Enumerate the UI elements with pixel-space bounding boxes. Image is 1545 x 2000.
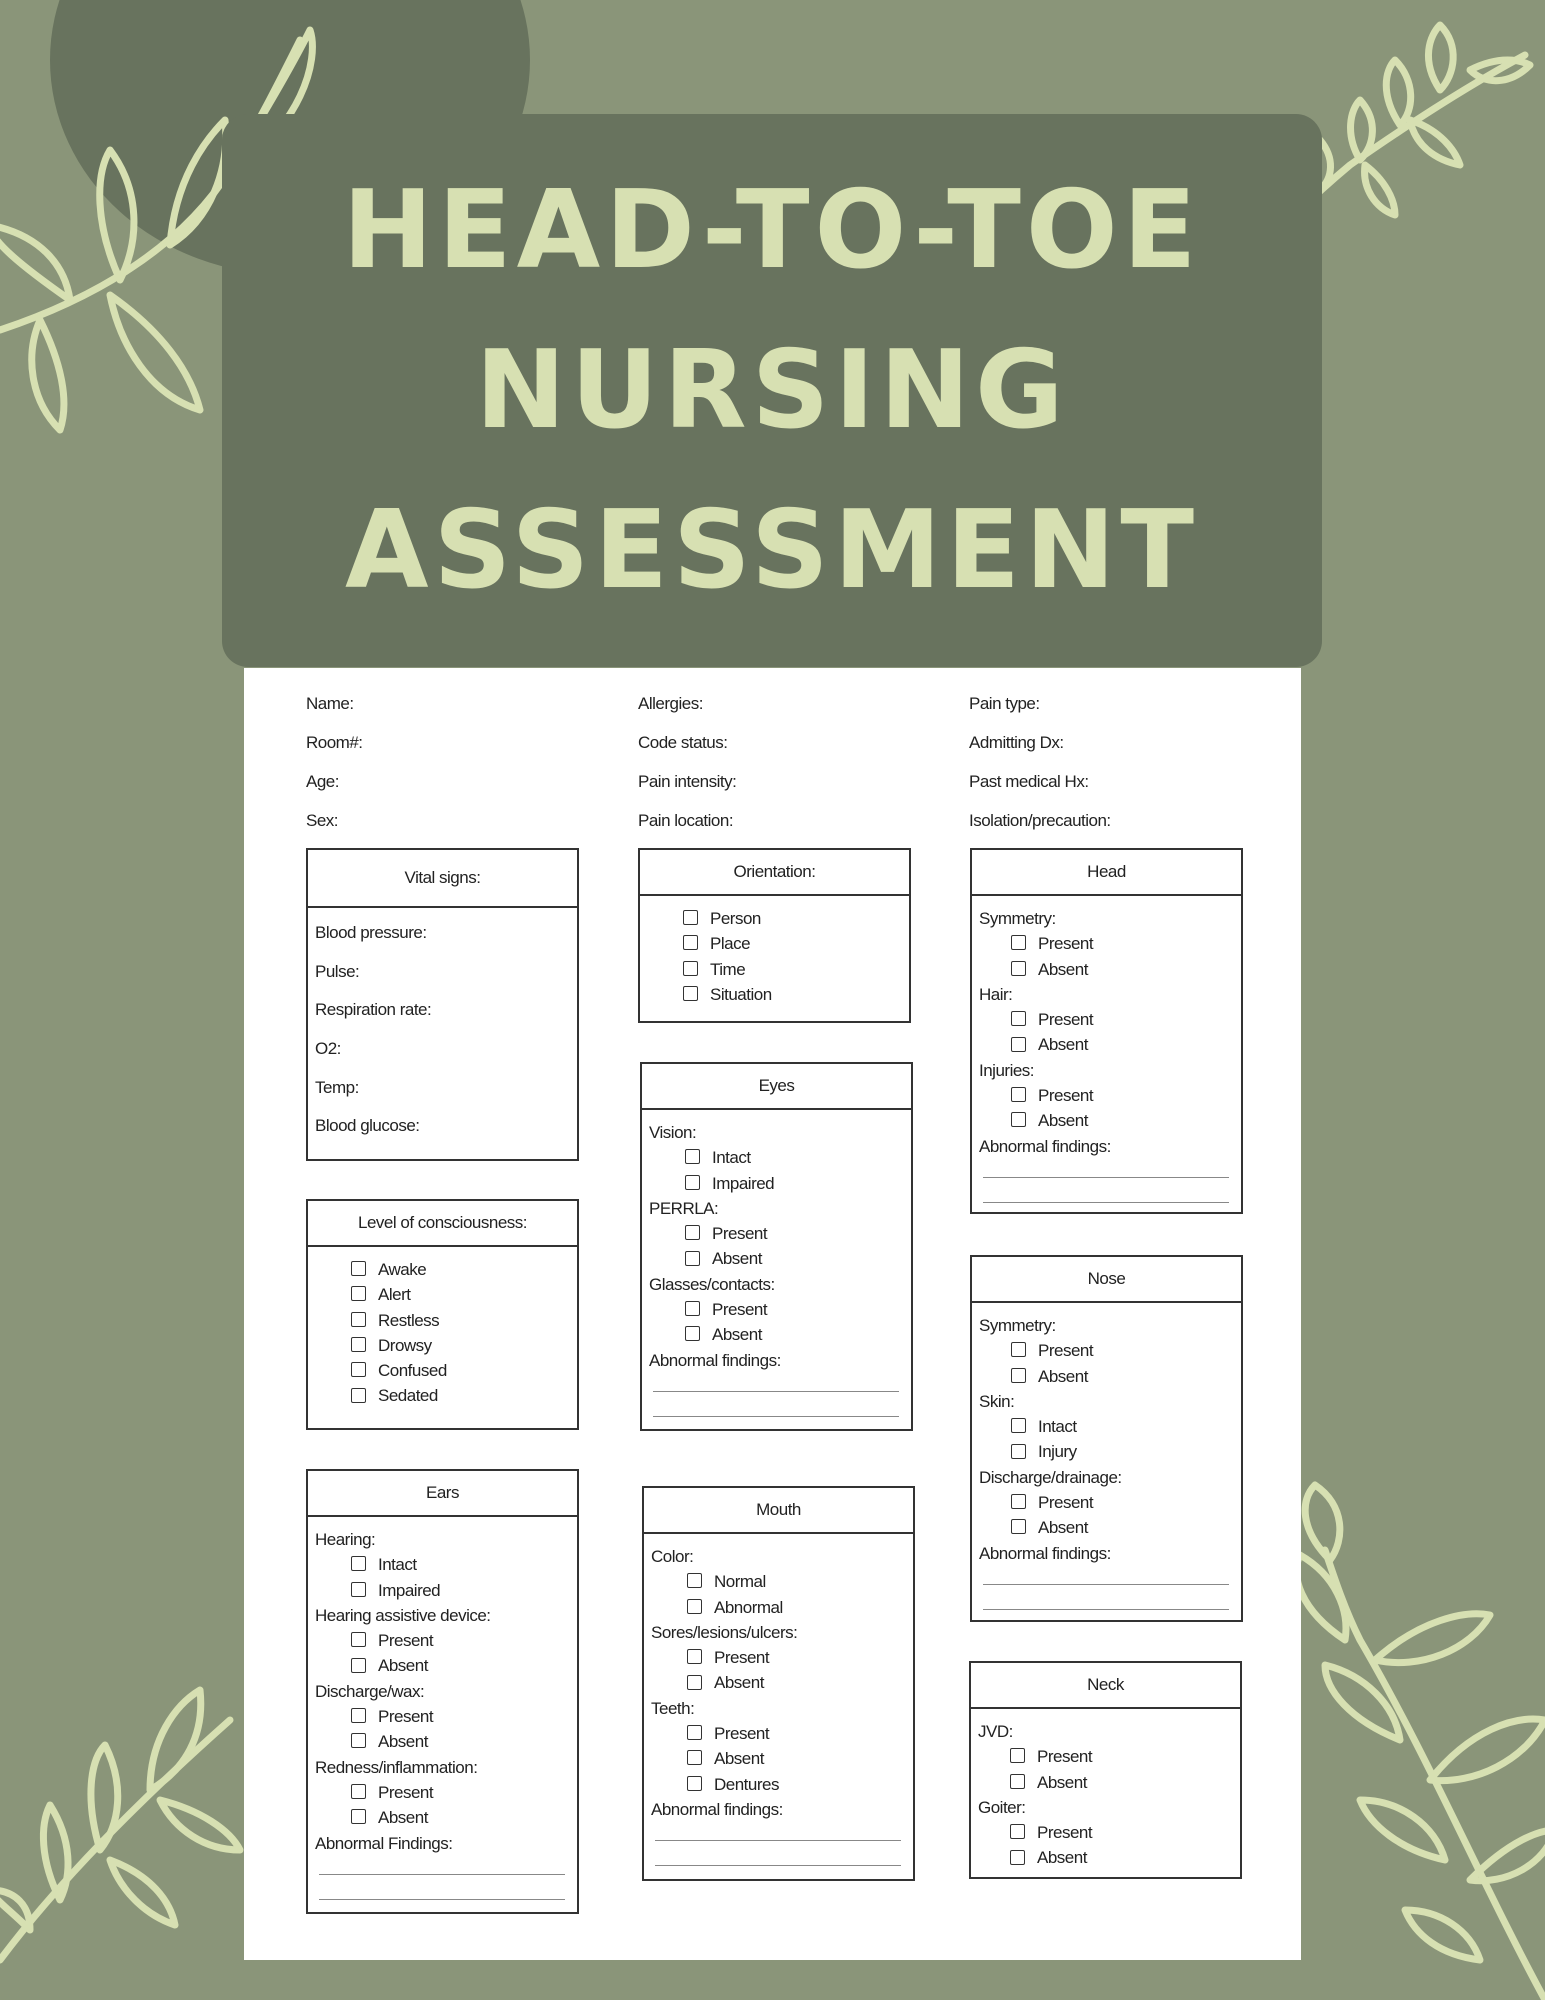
title-line-2: NURSING [475, 328, 1069, 453]
mouth-teeth-label: Teeth: [651, 1698, 695, 1718]
nose-title: Nose [972, 1257, 1241, 1303]
checkbox-icon[interactable] [687, 1573, 702, 1588]
orientation-box [638, 848, 911, 1023]
checkbox-icon[interactable] [351, 1582, 366, 1597]
field-code-status[interactable]: Code status: [638, 733, 728, 752]
checkbox-icon[interactable] [1011, 1112, 1026, 1127]
nose-skin-label: Skin: [979, 1391, 1015, 1411]
eyes-abnormal-label: Abnormal findings: [649, 1350, 781, 1370]
checkbox-discharge-absent[interactable]: Absent [351, 1729, 569, 1754]
checkbox-confused[interactable]: Confused [351, 1358, 569, 1383]
checkbox-icon[interactable] [1011, 1368, 1026, 1383]
eyes-title: Eyes [642, 1064, 911, 1110]
checkbox-icon[interactable] [685, 1251, 700, 1266]
checkbox-sores-absent[interactable]: Absent [687, 1670, 905, 1695]
head-injuries-label: Injuries: [979, 1060, 1035, 1080]
field-pain-location[interactable]: Pain location: [638, 811, 734, 830]
nose-box [970, 1255, 1243, 1622]
checkbox-icon[interactable] [351, 1312, 366, 1327]
field-sex[interactable]: Sex: [306, 811, 339, 830]
checkbox-icon[interactable] [687, 1776, 702, 1791]
ears-box [306, 1469, 579, 1914]
checkbox-redness-present[interactable]: Present [351, 1780, 569, 1805]
checkbox-icon[interactable] [1010, 1850, 1025, 1865]
checkbox-place[interactable]: Place [683, 931, 901, 956]
checkbox-alert[interactable]: Alert [351, 1282, 569, 1307]
nose-symmetry-label: Symmetry: [979, 1316, 1056, 1335]
mouth-sores-label: Sores/lesions/ulcers: [651, 1622, 798, 1642]
checkbox-head-symmetry-absent[interactable]: Absent [1011, 957, 1233, 982]
checkbox-icon[interactable] [351, 1337, 366, 1352]
checkbox-injuries-absent[interactable]: Absent [1011, 1108, 1233, 1133]
checkbox-discharge-present[interactable]: Present [351, 1704, 569, 1729]
eyes-vision-label: Vision: [649, 1123, 697, 1142]
checkbox-icon[interactable] [1011, 1494, 1026, 1509]
write-in-line[interactable] [983, 1202, 1229, 1203]
checkbox-icon[interactable] [351, 1261, 366, 1276]
checkbox-icon[interactable] [1011, 1037, 1026, 1052]
checkbox-goiter-present[interactable]: Present [1010, 1820, 1232, 1845]
checkbox-icon[interactable] [351, 1708, 366, 1723]
checkbox-icon[interactable] [683, 935, 698, 950]
checkbox-icon[interactable] [351, 1733, 366, 1748]
checkbox-injuries-present[interactable]: Present [1011, 1083, 1233, 1108]
field-pain-type[interactable]: Pain type: [969, 694, 1040, 713]
head-symmetry-label: Symmetry: [979, 909, 1056, 928]
checkbox-nose-discharge-absent[interactable]: Absent [1011, 1515, 1233, 1540]
checkbox-situation[interactable]: Situation [683, 982, 901, 1007]
neck-jvd-label: JVD: [978, 1722, 1013, 1741]
write-in-line[interactable] [655, 1840, 901, 1841]
checkbox-teeth-absent[interactable]: Absent [687, 1746, 905, 1771]
checkbox-icon[interactable] [1011, 961, 1026, 976]
eyes-perrla-label: PERRLA: [649, 1198, 719, 1218]
checkbox-nose-symmetry-present[interactable]: Present [1011, 1338, 1233, 1363]
checkbox-icon[interactable] [687, 1649, 702, 1664]
title-line-1: HEAD-TO-TOE [342, 168, 1202, 293]
checkbox-icon[interactable] [351, 1388, 366, 1403]
consciousness-box [306, 1199, 579, 1430]
checkbox-icon[interactable] [1010, 1824, 1025, 1839]
checkbox-icon[interactable] [685, 1326, 700, 1341]
field-isolation[interactable]: Isolation/precaution: [969, 811, 1111, 830]
write-in-line[interactable] [655, 1865, 901, 1866]
write-in-line[interactable] [653, 1391, 899, 1392]
checkbox-hair-present[interactable]: Present [1011, 1007, 1233, 1032]
checkbox-icon[interactable] [685, 1149, 700, 1164]
checkbox-icon[interactable] [1011, 1011, 1026, 1026]
ears-device-label: Hearing assistive device: [315, 1605, 491, 1625]
checkbox-nose-discharge-present[interactable]: Present [1011, 1490, 1233, 1515]
checkbox-sores-present[interactable]: Present [687, 1645, 905, 1670]
checkbox-icon[interactable] [351, 1658, 366, 1673]
vital-signs-box [306, 848, 579, 1161]
checkbox-color-normal[interactable]: Normal [687, 1569, 905, 1594]
checkbox-vision-impaired[interactable]: Impaired [685, 1171, 903, 1196]
assessment-sheet [244, 668, 1301, 1960]
checkbox-teeth-present[interactable]: Present [687, 1721, 905, 1746]
field-pain-intensity[interactable]: Pain intensity: [638, 772, 737, 791]
neck-goiter-label: Goiter: [978, 1797, 1026, 1817]
checkbox-icon[interactable] [685, 1175, 700, 1190]
field-age[interactable]: Age: [306, 772, 339, 791]
checkbox-glasses-present[interactable]: Present [685, 1297, 903, 1322]
write-in-line[interactable] [983, 1584, 1229, 1585]
consciousness-title: Level of consciousness: [308, 1201, 577, 1247]
field-past-medical-hx[interactable]: Past medical Hx: [969, 772, 1089, 791]
checkbox-icon[interactable] [1011, 1519, 1026, 1534]
checkbox-goiter-absent[interactable]: Absent [1010, 1845, 1232, 1870]
checkbox-device-absent[interactable]: Absent [351, 1653, 569, 1678]
mouth-box [642, 1486, 915, 1881]
write-in-line[interactable] [319, 1899, 565, 1900]
checkbox-icon[interactable] [683, 961, 698, 976]
eyes-box [640, 1062, 913, 1431]
write-in-line[interactable] [983, 1609, 1229, 1610]
field-o2[interactable]: O2: [315, 1039, 341, 1059]
field-blood-glucose[interactable]: Blood glucose: [315, 1116, 420, 1136]
checkbox-vision-intact[interactable]: Intact [685, 1145, 903, 1170]
mouth-title: Mouth [644, 1488, 913, 1534]
ears-redness-label: Redness/inflammation: [315, 1757, 478, 1777]
title-line-3: ASSESSMENT [344, 488, 1200, 613]
vital-signs-title: Vital signs: [308, 850, 577, 908]
checkbox-icon[interactable] [683, 986, 698, 1001]
field-name[interactable]: Name: [306, 694, 354, 713]
checkbox-icon[interactable] [687, 1725, 702, 1740]
checkbox-icon[interactable] [685, 1301, 700, 1316]
checkbox-head-symmetry-present[interactable]: Present [1011, 931, 1233, 956]
checkbox-icon[interactable] [1010, 1748, 1025, 1763]
checkbox-nose-symmetry-absent[interactable]: Absent [1011, 1364, 1233, 1389]
checkbox-time[interactable]: Time [683, 957, 901, 982]
field-temp[interactable]: Temp: [315, 1077, 359, 1097]
ears-abnormal-label: Abnormal Findings: [315, 1833, 453, 1853]
checkbox-device-present[interactable]: Present [351, 1628, 569, 1653]
checkbox-hearing-intact[interactable]: Intact [351, 1552, 569, 1577]
checkbox-restless[interactable]: Restless [351, 1308, 569, 1333]
checkbox-icon[interactable] [1011, 1418, 1026, 1433]
field-room[interactable]: Room#: [306, 733, 363, 752]
nose-discharge-label: Discharge/drainage: [979, 1467, 1122, 1487]
checkbox-glasses-absent[interactable]: Absent [685, 1322, 903, 1347]
checkbox-jvd-absent[interactable]: Absent [1010, 1770, 1232, 1795]
checkbox-icon[interactable] [1010, 1774, 1025, 1789]
checkbox-icon[interactable] [351, 1286, 366, 1301]
neck-title: Neck [971, 1663, 1240, 1709]
head-box [970, 848, 1243, 1214]
field-respiration-rate[interactable]: Respiration rate: [315, 1000, 432, 1020]
field-pulse[interactable]: Pulse: [315, 961, 360, 981]
checkbox-icon[interactable] [351, 1362, 366, 1377]
mouth-abnormal-label: Abnormal findings: [651, 1799, 783, 1819]
checkbox-icon[interactable] [351, 1556, 366, 1571]
checkbox-perrla-present[interactable]: Present [685, 1221, 903, 1246]
checkbox-drowsy[interactable]: Drowsy [351, 1333, 569, 1358]
ears-title: Ears [308, 1471, 577, 1517]
eyes-glasses-label: Glasses/contacts: [649, 1274, 775, 1294]
checkbox-icon[interactable] [351, 1809, 366, 1824]
checkbox-icon[interactable] [1011, 1444, 1026, 1459]
write-in-line[interactable] [983, 1177, 1229, 1178]
checkbox-icon[interactable] [1011, 1342, 1026, 1357]
checkbox-icon[interactable] [351, 1784, 366, 1799]
checkbox-awake[interactable]: Awake [351, 1257, 569, 1282]
nose-abnormal-label: Abnormal findings: [979, 1543, 1111, 1563]
checkbox-perrla-absent[interactable]: Absent [685, 1246, 903, 1271]
checkbox-skin-intact[interactable]: Intact [1011, 1414, 1233, 1439]
checkbox-sedated[interactable]: Sedated [351, 1383, 569, 1408]
write-in-line[interactable] [319, 1874, 565, 1875]
head-hair-label: Hair: [979, 984, 1013, 1004]
checkbox-person[interactable]: Person [683, 906, 901, 931]
write-in-line[interactable] [653, 1416, 899, 1417]
checkbox-icon[interactable] [687, 1599, 702, 1614]
title-banner [222, 114, 1322, 667]
checkbox-icon[interactable] [683, 910, 698, 925]
checkbox-jvd-present[interactable]: Present [1010, 1744, 1232, 1769]
checkbox-icon[interactable] [685, 1225, 700, 1240]
checkbox-skin-injury[interactable]: Injury [1011, 1439, 1233, 1464]
checkbox-hearing-impaired[interactable]: Impaired [351, 1578, 569, 1603]
checkbox-icon[interactable] [687, 1675, 702, 1690]
orientation-title: Orientation: [640, 850, 909, 896]
checkbox-teeth-dentures[interactable]: Dentures [687, 1772, 905, 1797]
checkbox-hair-absent[interactable]: Absent [1011, 1032, 1233, 1057]
checkbox-icon[interactable] [351, 1632, 366, 1647]
checkbox-icon[interactable] [687, 1750, 702, 1765]
field-admitting-dx[interactable]: Admitting Dx: [969, 733, 1064, 752]
checkbox-icon[interactable] [1011, 935, 1026, 950]
field-blood-pressure[interactable]: Blood pressure: [315, 923, 427, 942]
mouth-color-label: Color: [651, 1547, 694, 1566]
field-allergies[interactable]: Allergies: [638, 694, 703, 713]
neck-box [969, 1661, 1242, 1879]
ears-hearing-label: Hearing: [315, 1530, 376, 1549]
checkbox-redness-absent[interactable]: Absent [351, 1805, 569, 1830]
checkbox-color-abnormal[interactable]: Abnormal [687, 1595, 905, 1620]
checkbox-icon[interactable] [1011, 1087, 1026, 1102]
ears-discharge-label: Discharge/wax: [315, 1681, 425, 1701]
head-abnormal-label: Abnormal findings: [979, 1136, 1111, 1156]
head-title: Head [972, 850, 1241, 896]
